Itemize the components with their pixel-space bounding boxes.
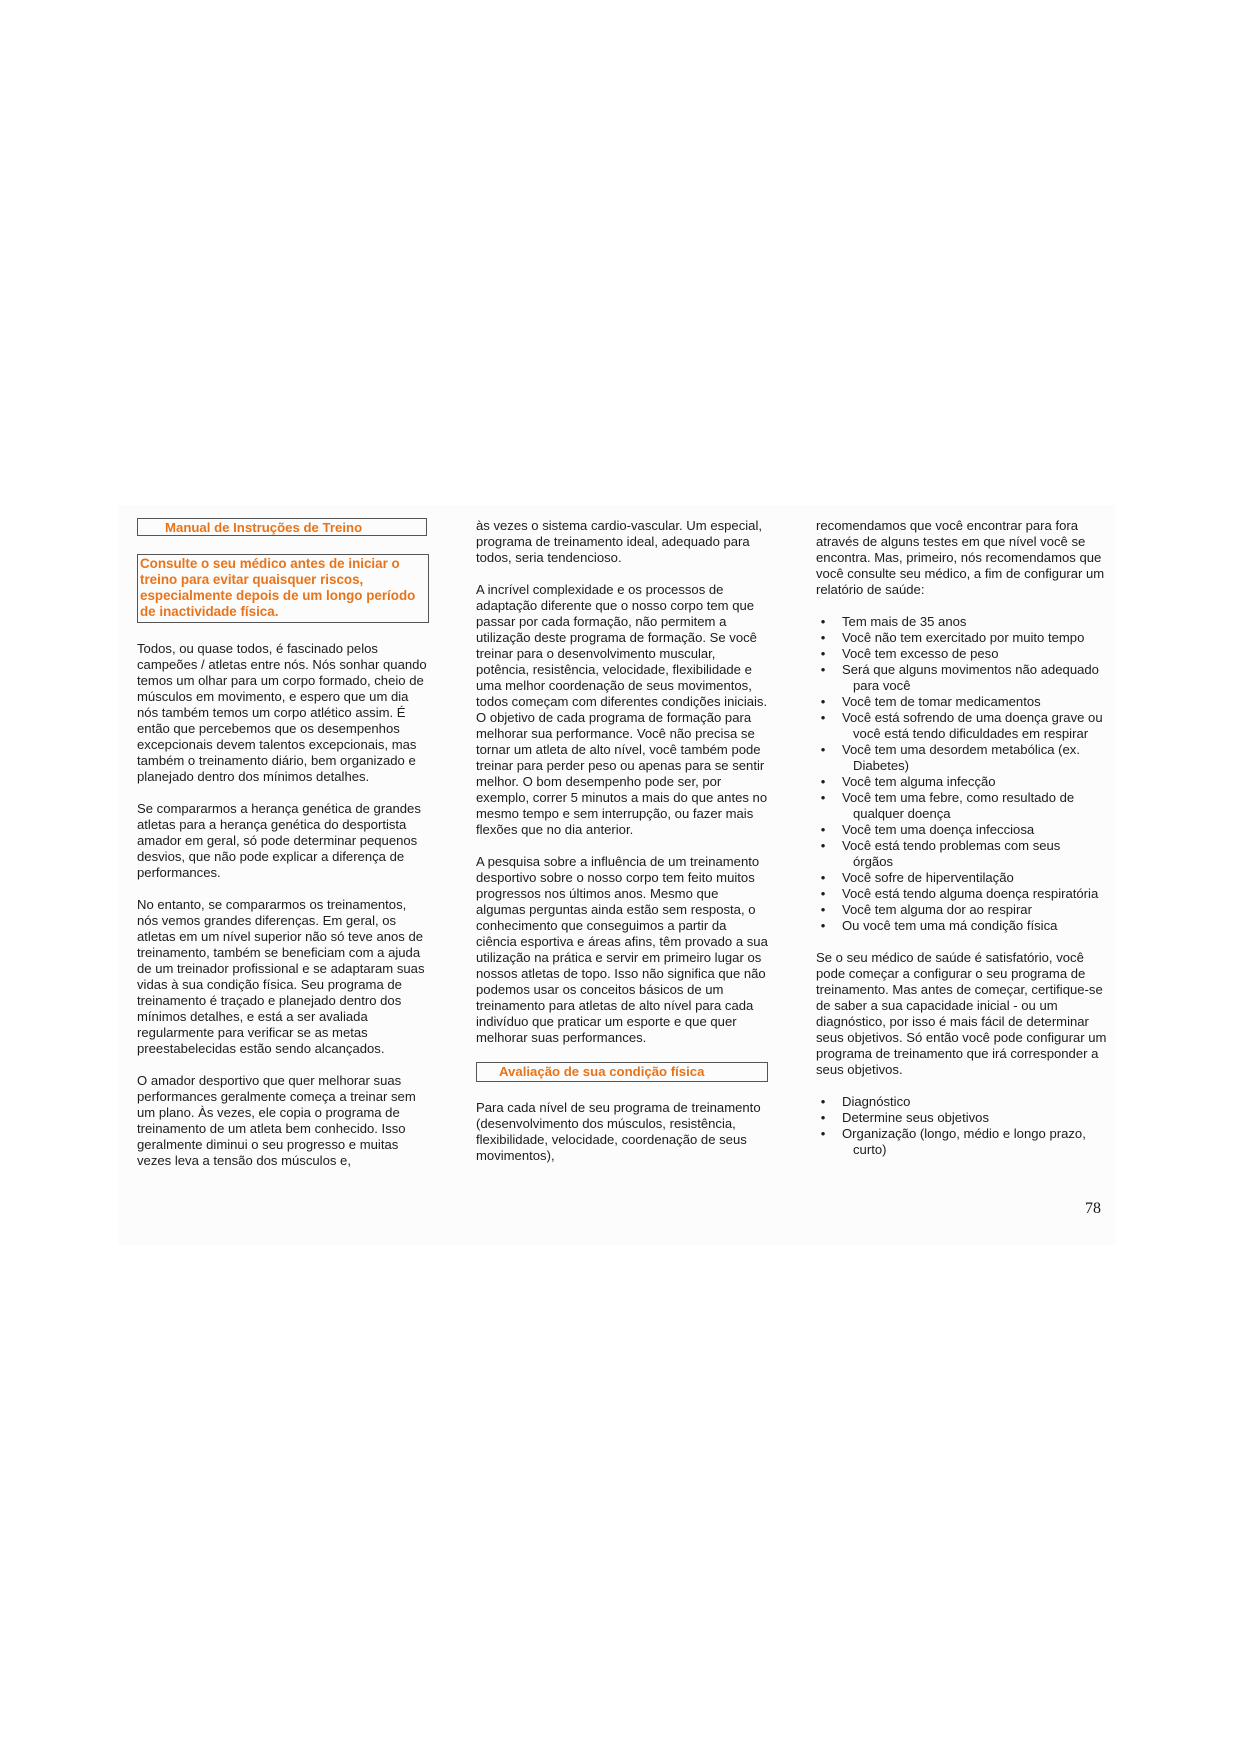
list-item: • Você está tendo alguma doença respiratória [816,886,1108,902]
bullet-icon: • [820,902,826,917]
list-item: • Você tem de tomar medicamentos [816,694,1108,710]
column-3 [816,518,1108,1174]
list-item: • Você está sofrendo de uma doença grave ou você está tendo dificuldades em respirar [816,710,1108,742]
paragraph: A incrível complexidade e os processos de adaptação diferente que o nosso corpo tem que passar por cada formação, não permitem a utilização deste programa de formação. Se você treinar para o desenvolvimento muscular, potência, resistência, velocidade, flexibilidade e uma melhor coordenação de seus movimentos, todos começam com diferentes condições iniciais. [476,582,768,709]
column-1 [137,518,429,1169]
bullet-icon: • [820,1094,826,1109]
list-item: • Você tem uma desordem metabólica (ex. Diabetes) [816,742,1108,774]
paragraph: Se compararmos a herança genética de grandes atletas para a herança genética do desportista amador em geral, só pode determinar pequenos desvios, que não pode explicar a diferença de performances. [137,801,421,880]
manual-title: Manual de Instruções de Treino [137,518,427,536]
column-2 [476,518,768,1164]
list-item: • Você tem uma febre, como resultado de qualquer doença [816,790,1108,822]
list-item: • Diagnóstico [816,1094,1108,1110]
bullet-icon: • [820,742,826,757]
bullet-icon: • [820,646,826,661]
page-number: 78 [1085,1200,1101,1217]
doctor-warning: Consulte o seu médico antes de iniciar o treino para evitar quaisquer riscos, especialmente depois de um longo período de inactividade física. [137,554,429,623]
list-item: • Organização (longo, médio e longo prazo, curto) [816,1126,1108,1158]
list-item: • Você está tendo problemas com seus órgãos [816,838,1108,870]
steps-list [816,1094,1108,1158]
bullet-icon: • [820,886,826,901]
section-title: Avaliação de sua condição física [476,1062,768,1082]
list-item: • Você tem alguma infecção [816,774,1108,790]
bullet-icon: • [820,630,826,645]
list-item: • Você tem uma doença infecciosa [816,822,1108,838]
list-item: • Será que alguns movimentos não adequado para você [816,662,1108,694]
paragraph: recomendamos que você encontrar para fora através de alguns testes em que nível você se encontra. Mas, primeiro, nós recomendamos que você consulte seu médico, a fim de configurar um relatório de saúde: [816,518,1105,597]
paragraph: Se o seu médico de saúde é satisfatório, você pode começar a configurar o seu programa de treinamento. Mas antes de começar, certifique-se de saber a sua capacidade inicial - ou um diagnóstico, por isso é mais fácil de determinar seus objetivos. Só então você pode configurar um programa de treinamento que irá corresponder a seus objetivos. [816,950,1107,1077]
bullet-icon: • [820,694,826,709]
paragraph: às vezes o sistema cardio-vascular. Um especial, programa de treinamento ideal, adequado para todos, seria tendencioso. [476,518,762,565]
list-item: • Você tem alguma dor ao respirar [816,902,1108,918]
paragraph: A pesquisa sobre a influência de um treinamento desportivo sobre o nosso corpo tem feito muitos progressos nos últimos anos. Mesmo que algumas perguntas ainda estão sem resposta, o conhecimento que conseguimos a partir da ciência esportiva e áreas afins, têm provado a sua utilização na prática e servir em primeiro lugar os nossos atletas de topo. Isso não significa que não podemos usar os conceitos básicos de um treinamento para atletas de alto nível para cada indivíduo que praticar um esporte e que quer melhorar suas performances. [476,854,768,1045]
paragraph: O amador desportivo que quer melhorar suas performances geralmente começa a treinar sem um plano. Às vezes, ele copia o programa de treinamento de um atleta bem conhecido. Isso geralmente diminui o seu progresso e muitas vezes leva a tensão dos músculos e, [137,1073,416,1168]
bullet-icon: • [820,774,826,789]
bullet-icon: • [820,822,826,837]
bullet-icon: • [820,1110,826,1125]
paragraph: No entanto, se compararmos os treinamentos, nós vemos grandes diferenças. Em geral, os atletas em um nível superior não só teve anos de treinamento, também se beneficiam com a ajuda de um treinador profissional e se adaptaram suas vidas à sua condição física. Seu programa de treinamento é traçado e planejado dentro dos mínimos detalhes, e está a ser avaliada regularmente para verificar se as metas preestabelecidas estão sendo alcançados. [137,897,425,1056]
paragraph: Todos, ou quase todos, é fascinado pelos campeões / atletas entre nós. Nós sonhar quando temos um olhar para um corpo formado, cheio de músculos em movimento, e espero que um dia nós também temos um corpo atlético assim. É então que percebemos que os desempenhos excepcionais devem talentos excepcionais, mas também o treinamento diário, bem organizado e planejado dentro dos mínimos detalhes. [137,641,427,784]
health-conditions-list [816,614,1108,934]
list-item: • Você sofre de hiperventilação [816,870,1108,886]
list-item: • Tem mais de 35 anos [816,614,1108,630]
list-item: • Você tem excesso de peso [816,646,1108,662]
bullet-icon: • [820,662,826,677]
list-item: • Você não tem exercitado por muito tempo [816,630,1108,646]
bullet-icon: • [820,870,826,885]
bullet-icon: • [820,1126,826,1141]
list-item: • Ou você tem uma má condição física [816,918,1108,934]
bullet-icon: • [820,790,826,805]
bullet-icon: • [820,614,826,629]
paragraph: O objetivo de cada programa de formação para melhorar sua performance. Você não precisa se tornar um atleta de alto nível, você também pode treinar para perder peso ou apenas para se sentir melhor. O bom desempenho pode ser, por exemplo, correr 5 minutos a mais do que antes no mesmo tempo e sem interrupção, ou fazer mais flexões que no dia anterior. [476,710,768,837]
bullet-icon: • [820,710,826,725]
bullet-icon: • [820,838,826,853]
list-item: • Determine seus objetivos [816,1110,1108,1126]
bullet-icon: • [820,918,826,933]
paragraph: Para cada nível de seu programa de treinamento (desenvolvimento dos músculos, resistência, flexibilidade, velocidade, coordenação de seus movimentos), [476,1100,761,1163]
